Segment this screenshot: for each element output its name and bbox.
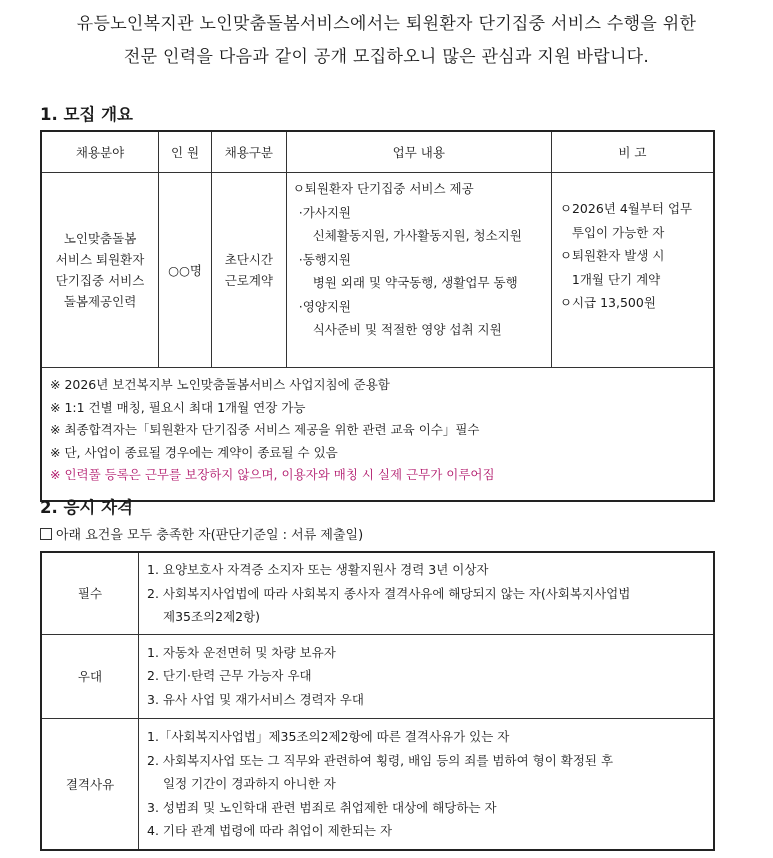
count-cell: ○○명 [159, 173, 212, 368]
recruitment-table [40, 130, 715, 502]
header-type: 채용구분 [211, 131, 286, 173]
field-line: 서비스 퇴원환자 [55, 252, 145, 267]
remarks-cell [551, 173, 714, 368]
header-count: 인 원 [159, 131, 212, 173]
duty-line: 병원 외래 및 약국동행, 생활업무 동행 [312, 275, 518, 290]
item-line: 2. 단기·탄력 근무 가능자 우대 [147, 668, 312, 684]
duties-cell [286, 173, 551, 368]
remark-line: ㅇ2026년 4월부터 업무 [559, 201, 693, 216]
field-line: 돌봄제공인력 [63, 294, 137, 309]
item-line: 2. 사회복지사업 또는 그 직무와 관련하여 횡령, 배임 등의 죄를 범하여 형이 확정된 후 [147, 752, 614, 768]
notes-row [41, 368, 714, 502]
eligibility-condition [40, 524, 363, 543]
section1-title: 1. 모집 개요 [40, 105, 133, 124]
item-line: 3. 성범죄 및 노인학대 관련 범죄로 취업제한 대상에 해당하는 자 [147, 799, 497, 815]
row-label: 필수 [41, 552, 139, 634]
row-label: 우대 [41, 634, 139, 718]
section2-title: 2. 응시 자격 [40, 498, 133, 517]
type-cell [211, 173, 286, 368]
row-items [139, 552, 715, 634]
eligibility-row-required [41, 552, 714, 634]
header-field: 채용분야 [41, 131, 159, 173]
duty-line: 식사준비 및 적절한 영양 섭취 지원 [312, 322, 502, 337]
eligibility-row-preferred [41, 634, 714, 718]
note-line: ※ 단, 사업이 종료될 경우에는 계약이 종료될 수 있음 [50, 444, 338, 460]
row-items [139, 718, 715, 850]
header-duties: 업무 내용 [286, 131, 551, 173]
type-line: 근로계약 [224, 273, 273, 288]
remark-line: 1개월 단기 계약 [571, 271, 661, 287]
remark-line: 투입이 가능한 자 [571, 224, 665, 240]
note-line: ※ 최종합격자는「퇴원환자 단기집중 서비스 제공을 위한 관련 교육 이수」필수 [50, 422, 480, 437]
field-line: 노인맞춤돌봄 [63, 231, 137, 246]
duty-line: ·영양지원 [298, 298, 352, 314]
eligibility-row-disqualifications [41, 718, 714, 850]
field-cell [41, 173, 159, 368]
item-line: 일정 기간이 경과하지 아니한 자 [163, 776, 336, 791]
item-line: 1.「사회복지사업법」제35조의2제2항에 따른 결격사유가 있는 자 [147, 729, 510, 744]
recruitment-header-row [41, 131, 714, 173]
item-line: 3. 유사 사업 및 재가서비스 경력자 우대 [147, 691, 364, 707]
recruitment-row [41, 173, 714, 368]
condition-text: 아래 요건을 모두 충족한 자(판단기준일 : 서류 제출일) [56, 528, 364, 543]
item-line: 제35조의2제2항) [163, 609, 261, 624]
remark-line: ㅇ퇴원환자 발생 시 [559, 248, 665, 263]
duty-line: ·가사지원 [298, 204, 352, 220]
row-label: 결격사유 [41, 718, 139, 850]
row-items [139, 634, 715, 718]
item-line: 4. 기타 관계 법령에 따라 취업이 제한되는 자 [147, 823, 393, 838]
note-line: ※ 1:1 건별 매칭, 필요시 최대 1개월 연장 가능 [50, 399, 306, 415]
checkbox-square-icon [40, 528, 52, 540]
eligibility-table [40, 551, 715, 851]
item-line: 1. 요양보호사 자격증 소지자 또는 생활지원사 경력 3년 이상자 [147, 562, 489, 577]
notes-cell [41, 368, 714, 502]
intro-text [0, 8, 773, 74]
duty-line: 신체활동지원, 가사활동지원, 청소지원 [312, 228, 522, 243]
header-remarks: 비 고 [551, 131, 714, 173]
duty-line: ·동행지원 [298, 251, 352, 267]
note-line: ※ 2026년 보건복지부 노인맞춤돌봄서비스 사업지침에 준용함 [50, 377, 390, 392]
note-line-highlight: ※ 인력풀 등록은 근무를 보장하지 않으며, 이용자와 매칭 시 실제 근무가 이루어짐 [50, 467, 495, 482]
type-line: 초단시간 [224, 252, 273, 267]
field-line: 단기집중 서비스 [55, 273, 145, 288]
duty-line: ㅇ퇴원환자 단기집중 서비스 제공 [292, 181, 474, 196]
item-line: 2. 사회복지사업법에 따라 사회복지 종사자 결격사유에 해당되지 않는 자(사회복지사업법 [147, 585, 631, 601]
item-line: 1. 자동차 운전면허 및 차량 보유자 [147, 644, 336, 660]
intro-line-1: 유등노인복지관 노인맞춤돌봄서비스에서는 퇴원환자 단기집중 서비스 수행을 위한 [76, 14, 697, 34]
intro-line-2: 전문 인력을 다음과 같이 공개 모집하오니 많은 관심과 지원 바랍니다. [123, 47, 650, 67]
remark-line: ㅇ시급 13,500원 [559, 295, 656, 310]
